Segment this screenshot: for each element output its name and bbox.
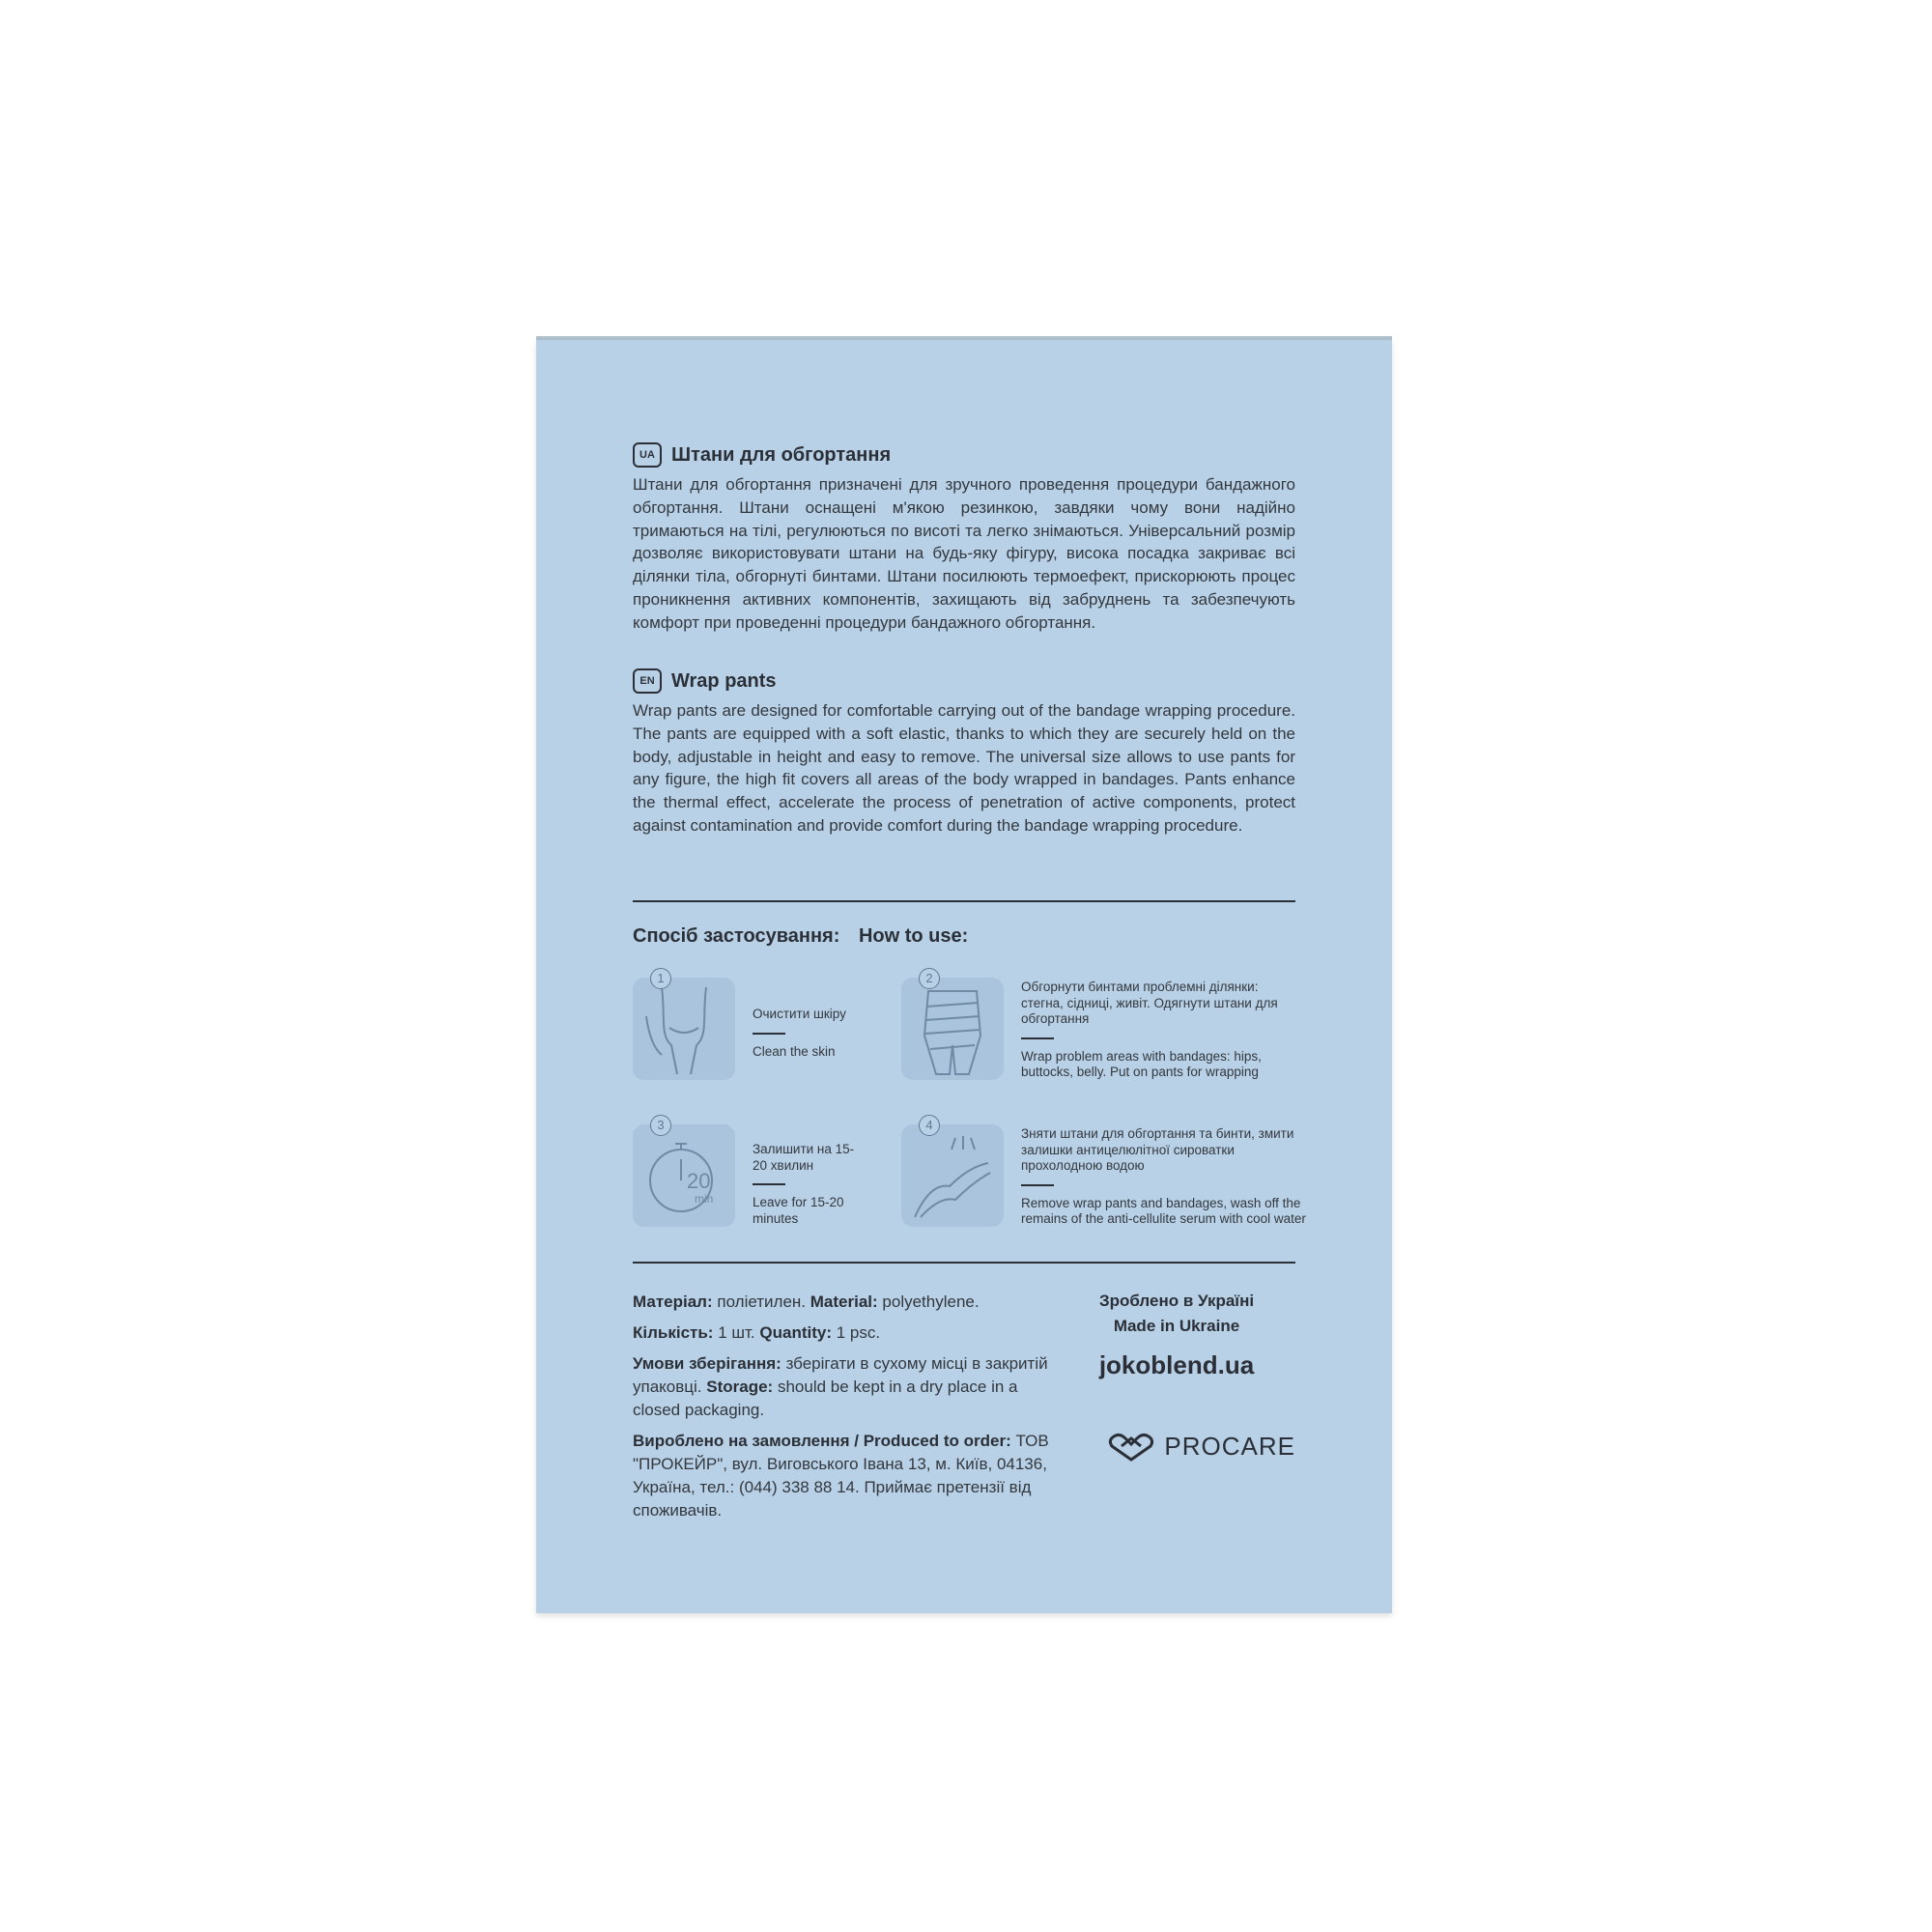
- qty-en-label: Quantity:: [759, 1323, 833, 1342]
- step-3-text: [753, 1142, 868, 1227]
- producer-label: Вироблено на замовлення / Produced to order:: [633, 1432, 1011, 1450]
- step-1-dash: [753, 1033, 785, 1035]
- ua-description: Штани для обгортання призначені для зручного проведення процедури бандажного обгортання. Штани оснащені м'якою резинкою, завдяки чому вони надійно тримаються на тілі, регулюються по висоті та легко знімаються. Універсальний розмір дозволяє використовувати штани на будь-яку фігуру, висока посадка закриває всі ділянки тіла, обгорнуті бинтами. Штани посилюють термоефект, прискорюють процес проникнення активних компонентів, захищають від забруднень та забезпечують комфорт при проведенні процедури бандажного обгортання.: [633, 475, 1295, 632]
- step-3-en: Leave for 15-20 minutes: [753, 1195, 844, 1226]
- producer-address: ТОВ "ПРОКЕЙР", вул. Виговського Івана 13, м. Київ, 04136, Україна, тел.: (044) 338 88 14. Приймає претензії від споживачів.: [633, 1432, 1049, 1520]
- en-heading: [633, 668, 1295, 694]
- divider-bottom: [633, 1262, 1295, 1264]
- storage-en: should be kept in a dry place in a closed packaging.: [633, 1378, 1018, 1419]
- ua-section: [633, 442, 1295, 635]
- wrapped-body-icon: [901, 978, 1004, 1080]
- material-ua: поліетилен.: [717, 1293, 807, 1311]
- divider-top: [633, 900, 1295, 902]
- step-3-dash: [753, 1183, 785, 1185]
- made-in-ua: Зроблено в Україні: [1098, 1292, 1255, 1310]
- legs-shower-icon: [901, 1124, 1004, 1227]
- material-en: polyethylene.: [882, 1293, 980, 1311]
- procare-logo-icon: [1106, 1433, 1156, 1462]
- timer-unit: min: [695, 1192, 714, 1206]
- step-2-en: Wrap problem areas with bandages: hips, buttocks, belly. Put on pants for wrapping: [1021, 1048, 1262, 1079]
- website: jokoblend.ua: [1098, 1350, 1255, 1379]
- quantity-info: [633, 1321, 1058, 1345]
- storage-ua-label: Умови зберігання:: [633, 1354, 781, 1373]
- body-icon: [633, 978, 735, 1080]
- step-4-dash: [1021, 1184, 1054, 1186]
- storage-en-label: Storage:: [706, 1378, 774, 1396]
- step-2-text: [1021, 980, 1301, 1081]
- storage-ua: зберігати в сухому місці в закритій упаковці.: [633, 1354, 1048, 1396]
- qty-en: 1 psc.: [836, 1323, 881, 1342]
- step-1-text: [753, 1007, 897, 1060]
- step-4-text: [1021, 1126, 1307, 1228]
- step-1-ua: Очистити шкіру: [753, 1007, 846, 1021]
- step-4-en: Remove wrap pants and bandages, wash off the remains of the anti-cellulite serum with cool water: [1021, 1195, 1306, 1226]
- brand-name: PROCARE: [1164, 1432, 1295, 1461]
- how-to-title-ua: Спосіб застосування:: [633, 925, 840, 947]
- en-title: Wrap pants: [671, 669, 777, 692]
- ua-badge: UA: [633, 442, 662, 468]
- storage-info: [633, 1352, 1058, 1422]
- step-3-ua: Залишити на 15-20 хвилин: [753, 1142, 855, 1173]
- step-2-dash: [1021, 1037, 1054, 1039]
- made-in-en: Made in Ukraine: [1113, 1317, 1240, 1335]
- producer-info: [633, 1430, 1058, 1522]
- how-to-title-en: How to use:: [858, 925, 969, 947]
- material-ua-label: Матеріал:: [633, 1293, 713, 1311]
- step-4-number: 4: [919, 1115, 940, 1136]
- en-badge: EN: [633, 668, 662, 694]
- step-1-number: 1: [650, 968, 671, 989]
- timer-icon: [633, 1124, 735, 1227]
- brand-block: [1058, 1432, 1295, 1462]
- en-description: Wrap pants are designed for comfortable carrying out of the bandage wrapping procedure. The pants are equipped with a soft elastic, thanks to which they are securely held on the body, adjustable in height and easy to remove. The universal size allows to use pants for any figure, the high fit covers all areas of the body wrapped in bandages. Pants enhance the thermal effect, accelerate the process of penetration of active components, protect against contamination and provide comfort during the bandage wrapping procedure.: [633, 701, 1295, 835]
- package-back: [536, 340, 1392, 1613]
- qty-ua-label: Кількість:: [633, 1323, 714, 1342]
- qty-ua: 1 шт.: [718, 1323, 755, 1342]
- material-info: [633, 1291, 1058, 1314]
- step-2-number: 2: [919, 968, 940, 989]
- en-section: [633, 668, 1295, 838]
- step-4-ua: Зняти штани для обгортання та бинти, змити залишки антицелюлітної сироватки прохолодною водою: [1021, 1126, 1294, 1173]
- material-en-label: Material:: [810, 1293, 878, 1311]
- step-2-ua: Обгорнути бинтами проблемні ділянки: стегна, сідниці, живіт. Одягнути штани для обгортання: [1021, 980, 1278, 1026]
- how-to-title: [633, 925, 981, 948]
- step-3-number: 3: [650, 1115, 671, 1136]
- ua-heading: [633, 442, 1295, 468]
- origin-block: [1058, 1289, 1295, 1380]
- timer-value: 20: [687, 1169, 711, 1193]
- ua-title: Штани для обгортання: [671, 443, 892, 466]
- brand-logo: [1058, 1432, 1295, 1462]
- step-1-en: Clean the skin: [753, 1043, 836, 1059]
